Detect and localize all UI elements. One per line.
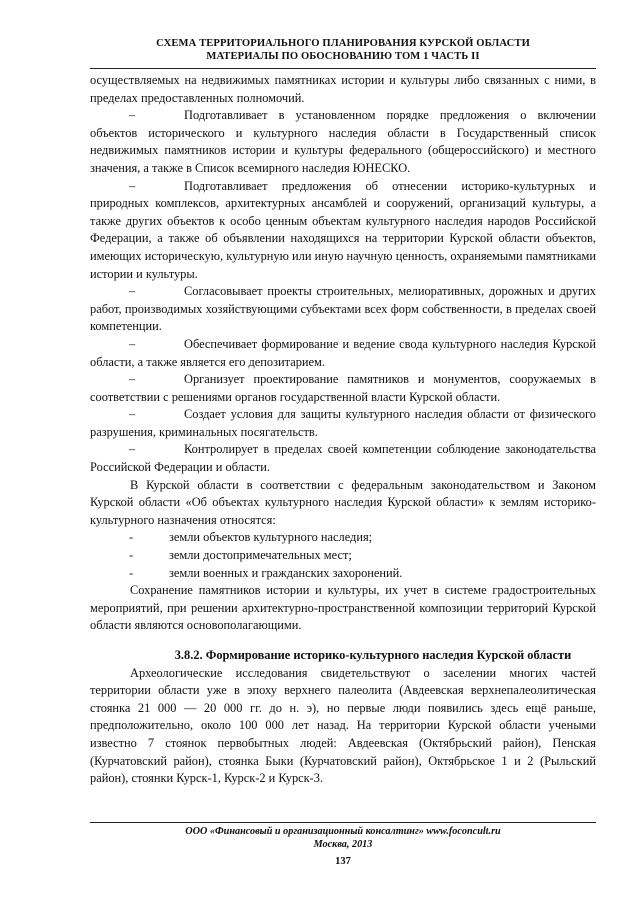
list-item-text: Подготавливает предложения об отнесении историко-культурных и природных комплексов, архитектурных ансамблей и сооружений, организаций культуры, а также других объектов к особо ценным объектам культурного наследия народов Российской Федерации, а также об объявлении находящихся на территории Курской области объектов, имеющих историческую, культурную или иную научную ценность, охраняемыми памятниками истории и культуры. bbox=[90, 178, 596, 281]
footer-city-year: Москва, 2013 bbox=[313, 839, 373, 850]
list-item-text: Подготавливает в установленном порядке предложения о включении объектов исторического и культурного наследия области в Государственный список недвижимых памятников истории и культуры федерального (общероссийского) и местного значения, а также в Список всемирного наследия ЮНЕСКО. bbox=[90, 108, 596, 175]
list-dash: – bbox=[129, 178, 136, 193]
footer-company: ООО «Финансовый и организационный консалтинг» www.foconcult.ru bbox=[185, 826, 501, 837]
lands-list-item bbox=[90, 565, 596, 583]
list-item bbox=[90, 336, 596, 371]
list-item-text: Контролирует в пределах своей компетенции соблюдение законодательства Российской Федерации и области. bbox=[90, 442, 596, 475]
list-item bbox=[90, 441, 596, 476]
list-dash: – bbox=[129, 108, 136, 123]
page-header bbox=[90, 37, 596, 63]
list-dash: – bbox=[129, 407, 136, 422]
section-heading: 3.8.2. Формирование историко-культурного наследия Курской области bbox=[174, 648, 572, 662]
list-item bbox=[90, 283, 596, 336]
list-dash: – bbox=[129, 336, 136, 351]
document-body bbox=[90, 72, 596, 788]
header-subtitle: МАТЕРИАЛЫ ПО ОБОСНОВАНИЮ ТОМ 1 ЧАСТЬ II bbox=[206, 51, 480, 62]
intro-paragraph: осуществляемых на недвижимых памятниках истории и культуры либо связанных с ними, в пределах предоставленных полномочий. bbox=[90, 73, 596, 105]
list-item-text: Организует проектирование памятников и монументов, сооружаемых в соответствии с решениями органов государственной власти Курской области. bbox=[90, 372, 596, 404]
list-dash: - bbox=[129, 548, 134, 563]
list-dash: – bbox=[129, 372, 136, 387]
lands-intro-paragraph: В Курской области в соответствии с федеральным законодательством и Законом Курской области «Об объектах культурного наследия Курской области» к землям историко-культурного назначения относятся: bbox=[90, 477, 596, 527]
page-footer bbox=[90, 825, 596, 851]
list-item bbox=[90, 406, 596, 441]
list-dash: - bbox=[129, 530, 134, 545]
lands-list-text: земли достопримечательных мест; bbox=[169, 548, 352, 563]
lands-list-text: земли военных и гражданских захоронений. bbox=[169, 565, 403, 580]
list-item-text: Создает условия для защиты культурного наследия области от физического разрушения, криминальных посягательств. bbox=[90, 407, 596, 439]
list-item bbox=[90, 178, 596, 284]
list-dash: – bbox=[129, 284, 136, 299]
lands-list-text: земли объектов культурного наследия; bbox=[169, 530, 373, 545]
footer-divider bbox=[90, 822, 596, 823]
list-item-text: Согласовывает проекты строительных, мелиоративных, дорожных и других работ, производимых хозяйствующими субъектами всех форм собственности, в пределах своей компетенции. bbox=[90, 284, 596, 334]
list-item-text: Обеспечивает формирование и ведение свода культурного наследия Курской области, а также является его депозитарием. bbox=[90, 336, 596, 369]
section-paragraph: Археологические исследования свидетельствуют о заселении многих частей территории области уже в эпоху верхнего палеолита (Авдеевская верхнепалеолитическая стоянка 21 000 — 20 000 гг. до н. э), но первые люди появились здесь ещё раньше, предположительно, около 100 000 лет назад. На территории Курской области учеными известно 7 стоянок первобытных людей: Авдеевская (Октябрьский район), Пенская (Курчатовский район), стоянка Быки (Курчатовский район), Октябрьское 1 и 2 (Рыльский район), стоянки Курск-1, Курск-2 и Курск-3. bbox=[90, 665, 596, 786]
list-dash: - bbox=[129, 565, 134, 580]
list-item bbox=[90, 371, 596, 406]
header-divider bbox=[90, 68, 596, 69]
lands-list-item bbox=[90, 529, 596, 547]
conclusion-paragraph: Сохранение памятников истории и культуры, их учет в системе градостроительных мероприятий, при решении архитектурно-пространственной композиции территорий Курской области являются основополагающими. bbox=[90, 583, 596, 633]
list-item bbox=[90, 107, 596, 177]
page-number: 137 bbox=[335, 856, 351, 867]
header-title: СХЕМА ТЕРРИТОРИАЛЬНОГО ПЛАНИРОВАНИЯ КУРСКОЙ ОБЛАСТИ bbox=[156, 38, 530, 49]
lands-list-item bbox=[90, 547, 596, 565]
list-dash: – bbox=[129, 442, 136, 457]
